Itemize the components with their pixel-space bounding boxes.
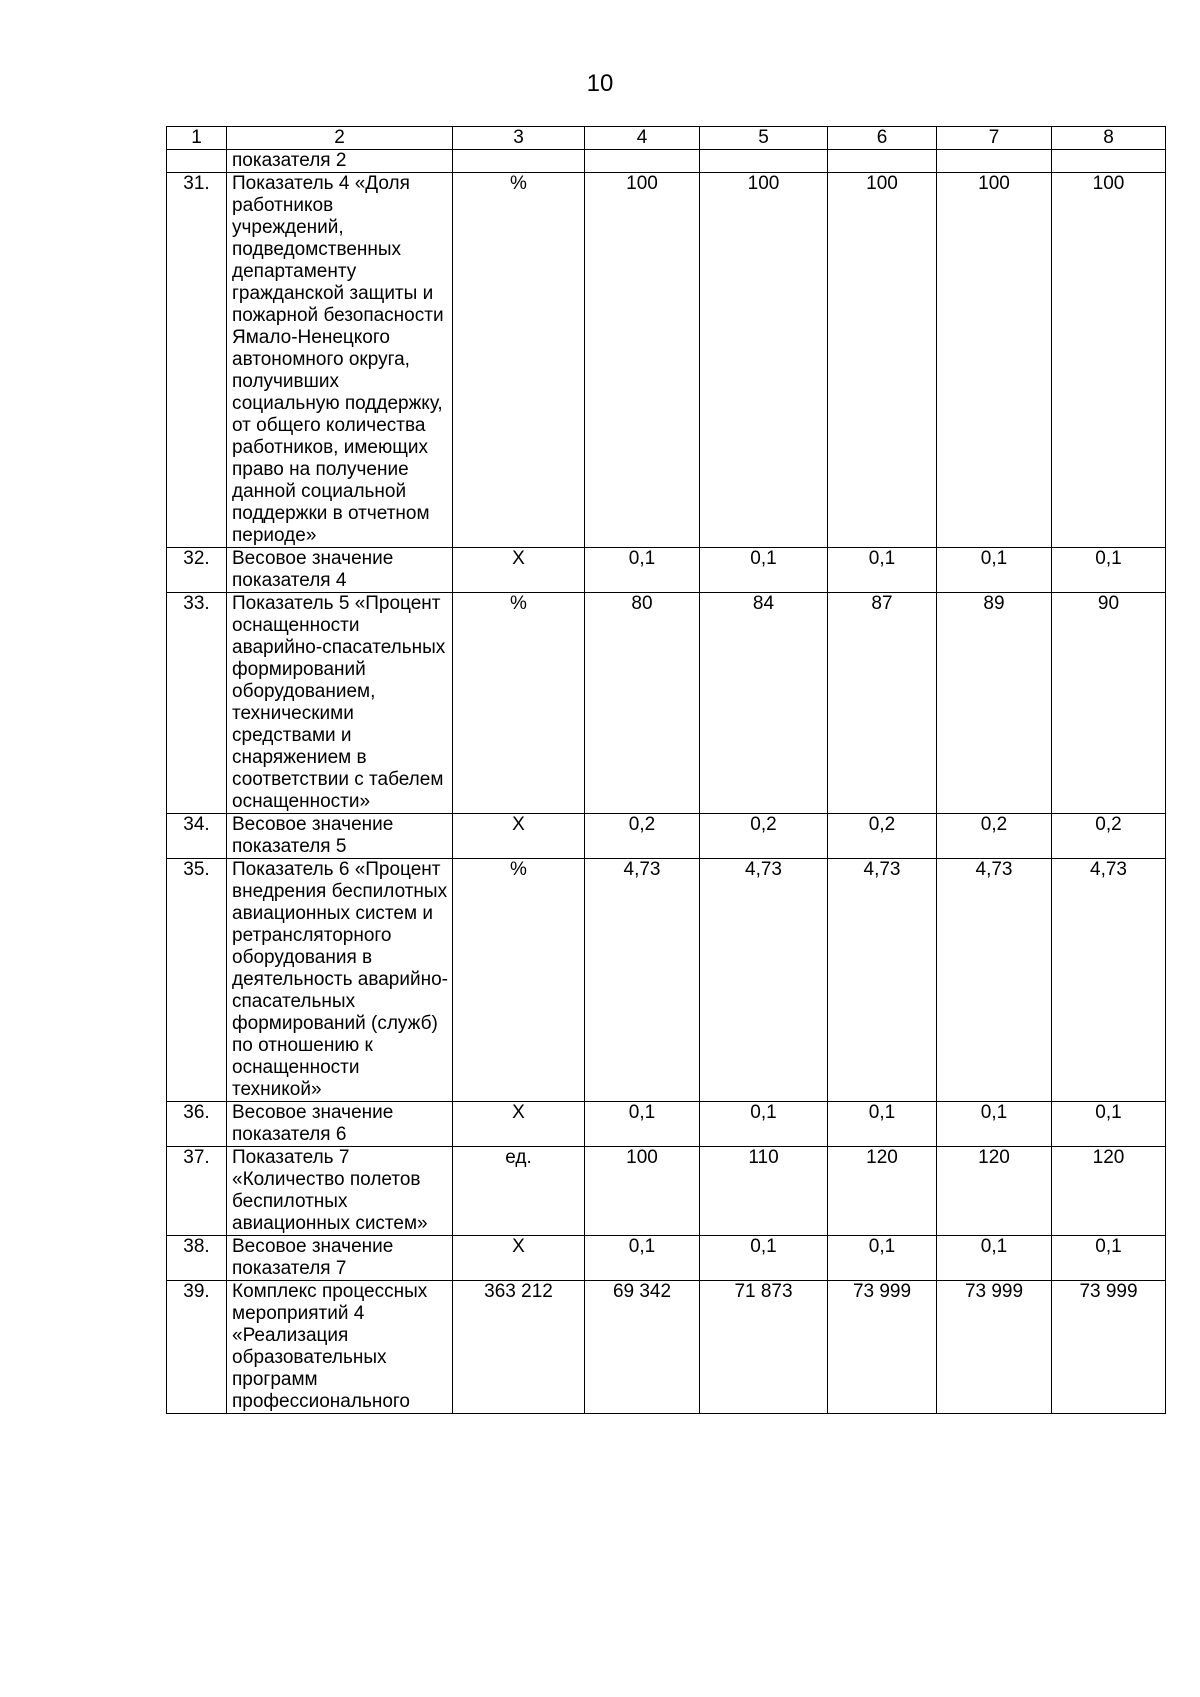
value-cell: 4,73: [937, 859, 1052, 1102]
value-cell: 100: [585, 1147, 700, 1236]
value-cell: 120: [937, 1147, 1052, 1236]
value-cell: 89: [937, 593, 1052, 814]
value-cell: 0,1: [1052, 548, 1166, 593]
value-cell: 0,2: [585, 814, 700, 859]
unit-cell: Х: [453, 1102, 585, 1147]
value-cell: 80: [585, 593, 700, 814]
value-cell: 110: [700, 1147, 828, 1236]
table-row: [167, 814, 1166, 859]
unit-cell: Х: [453, 814, 585, 859]
value-cell: 0,2: [700, 814, 828, 859]
indicator-name: Показатель 4 «Доля работников учреждений, подведомственных департаменту гражданской защиты и пожарной безопасности Ямало-Ненецкого автономного округа, получивших социальную поддержку, от общего количества работников, имеющих право на получение данной социальной поддержки в отчетном периоде»: [227, 173, 453, 548]
row-number: 35.: [167, 859, 227, 1102]
value-cell: 0,1: [700, 1102, 828, 1147]
table-row: [167, 859, 1166, 1102]
unit-cell: %: [453, 593, 585, 814]
value-cell: [700, 150, 828, 173]
indicator-name: Весовое значение показателя 5: [227, 814, 453, 859]
value-cell: 100: [828, 173, 937, 548]
value-cell: 87: [828, 593, 937, 814]
value-cell: [585, 150, 700, 173]
indicator-name: Весовое значение показателя 6: [227, 1102, 453, 1147]
value-cell: 4,73: [700, 859, 828, 1102]
row-number: [167, 150, 227, 173]
value-cell: 73 999: [1052, 1281, 1166, 1414]
table-row: [167, 1236, 1166, 1281]
value-cell: 73 999: [937, 1281, 1052, 1414]
indicator-name: Комплекс процессных мероприятий 4 «Реализация образовательных программ профессионального: [227, 1281, 453, 1414]
unit-cell: 363 212: [453, 1281, 585, 1414]
value-cell: 90: [1052, 593, 1166, 814]
value-cell: 120: [828, 1147, 937, 1236]
value-cell: [828, 150, 937, 173]
value-cell: 0,1: [1052, 1102, 1166, 1147]
unit-cell: [453, 150, 585, 173]
unit-cell: Х: [453, 1236, 585, 1281]
indicator-name: Показатель 6 «Процент внедрения беспилотных авиационных систем и ретрансляторного оборудования в деятельность аварийно-спасательных формирований (служб) по отношению к оснащенности техникой»: [227, 859, 453, 1102]
row-number: 39.: [167, 1281, 227, 1414]
table-header-row: [167, 127, 1166, 150]
unit-cell: %: [453, 859, 585, 1102]
value-cell: 4,73: [828, 859, 937, 1102]
value-cell: 0,1: [937, 548, 1052, 593]
value-cell: 0,1: [700, 548, 828, 593]
table-row: [167, 173, 1166, 548]
row-number: 31.: [167, 173, 227, 548]
indicator-name: показателя 2: [227, 150, 453, 173]
value-cell: 71 873: [700, 1281, 828, 1414]
unit-cell: ед.: [453, 1147, 585, 1236]
value-cell: 0,1: [585, 1102, 700, 1147]
value-cell: 69 342: [585, 1281, 700, 1414]
header-cell: 5: [700, 127, 828, 150]
table-row: [167, 1102, 1166, 1147]
row-number: 36.: [167, 1102, 227, 1147]
value-cell: 0,2: [828, 814, 937, 859]
indicators-table: [166, 126, 1166, 1414]
value-cell: 4,73: [1052, 859, 1166, 1102]
unit-cell: Х: [453, 548, 585, 593]
value-cell: 4,73: [585, 859, 700, 1102]
value-cell: 100: [1052, 173, 1166, 548]
row-number: 34.: [167, 814, 227, 859]
indicator-name: Весовое значение показателя 4: [227, 548, 453, 593]
value-cell: 0,1: [585, 548, 700, 593]
value-cell: [1052, 150, 1166, 173]
header-cell: 7: [937, 127, 1052, 150]
value-cell: 100: [585, 173, 700, 548]
value-cell: 0,1: [585, 1236, 700, 1281]
indicator-name: Весовое значение показателя 7: [227, 1236, 453, 1281]
value-cell: 0,1: [1052, 1236, 1166, 1281]
row-number: 37.: [167, 1147, 227, 1236]
value-cell: 0,1: [828, 548, 937, 593]
header-cell: 2: [227, 127, 453, 150]
row-number: 33.: [167, 593, 227, 814]
table-row: [167, 150, 1166, 173]
row-number: 32.: [167, 548, 227, 593]
table-row: [167, 548, 1166, 593]
table-row: [167, 1147, 1166, 1236]
value-cell: 0,1: [937, 1102, 1052, 1147]
value-cell: 73 999: [828, 1281, 937, 1414]
row-number: 38.: [167, 1236, 227, 1281]
value-cell: 0,1: [700, 1236, 828, 1281]
value-cell: 0,2: [1052, 814, 1166, 859]
value-cell: 84: [700, 593, 828, 814]
header-cell: 1: [167, 127, 227, 150]
indicator-name: Показатель 5 «Процент оснащенности аварийно-спасательных формирований оборудованием, техническими средствами и снаряжением в соответствии с табелем оснащенности»: [227, 593, 453, 814]
value-cell: 100: [937, 173, 1052, 548]
value-cell: 0,1: [937, 1236, 1052, 1281]
value-cell: 0,1: [828, 1236, 937, 1281]
header-cell: 3: [453, 127, 585, 150]
value-cell: 0,2: [937, 814, 1052, 859]
unit-cell: %: [453, 173, 585, 548]
header-cell: 6: [828, 127, 937, 150]
page-number: 10: [586, 70, 614, 97]
table-row: [167, 1281, 1166, 1414]
value-cell: [937, 150, 1052, 173]
indicator-name: Показатель 7 «Количество полетов беспилотных авиационных систем»: [227, 1147, 453, 1236]
table-row: [167, 593, 1166, 814]
value-cell: 100: [700, 173, 828, 548]
header-cell: 4: [585, 127, 700, 150]
value-cell: 120: [1052, 1147, 1166, 1236]
header-cell: 8: [1052, 127, 1166, 150]
value-cell: 0,1: [828, 1102, 937, 1147]
